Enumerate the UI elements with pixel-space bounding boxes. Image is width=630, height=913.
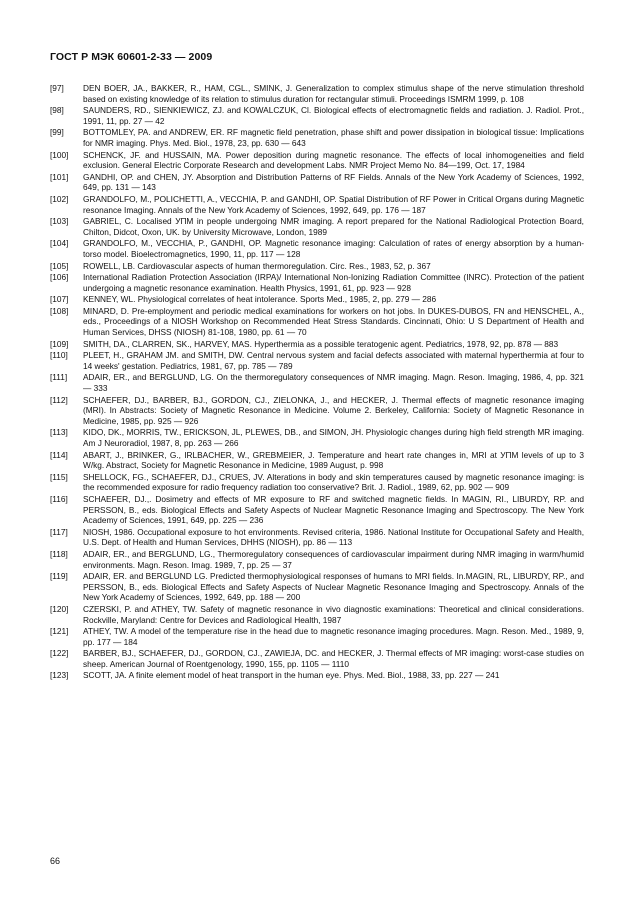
- reference-item: [50, 306, 584, 338]
- reference-number: [115]: [50, 471, 68, 482]
- reference-item: [50, 648, 584, 669]
- reference-text: ADAIR, ER., and BERGLUND, LG., Thermoregulatory consequences of cardiovascular impairment during NMR imaging in warm/humid environments. Magn. Reson. Imag. 1989, 7, pp. 25 — 37: [83, 548, 584, 570]
- reference-number: [98]: [50, 105, 64, 116]
- reference-number: [122]: [50, 648, 69, 659]
- reference-text: SCHENCK, JF. and HUSSAIN, MA. Power deposition during magnetic resonance. The effects of local inhomogeneities and field exclusion. General Electric Corporate Research and development Labs. NMR Project Memo No. 84—199, Oct. 17, 1984: [83, 149, 584, 171]
- reference-text: BARBER, BJ., SCHAEFER, DJ., GORDON, CJ., ZAWIEJA, DC. and HECKER, J. Thermal effects of MR imaging: worst-case studies on sheep. American Journal of Roentgenology, 1990, 155, pp. 1105 — 1110: [83, 648, 584, 669]
- reference-text: NIOSH, 1986. Occupational exposure to hot environments. Revised criteria, 1986. National Institute for Occupational Safety and Health, U.S. Dept. of Health and Human Services, DHHS (NIOSH), pp. 86 — 113: [83, 526, 584, 548]
- reference-item: [50, 294, 584, 305]
- reference-item: [50, 272, 584, 293]
- reference-number: [117]: [50, 526, 68, 537]
- reference-number: [112]: [50, 394, 68, 405]
- reference-text: KIDO, DK., MORRIS, TW., ERICKSON, JL, PLEWES, DB., and SIMON, JH. Physiologic changes during high field strength MR imaging. Am J Neuroradiol, 1987, 8, pp. 263 — 266: [83, 427, 584, 448]
- reference-item: [50, 350, 584, 371]
- reference-text: GRANDOLFO, M., VECCHIA, P., GANDHI, OP. Magnetic resonance imaging: Calculation of rates of energy absorption by a human-torso model. Bioelectromagnetics, 1990, 11, pp. 117 — 128: [83, 238, 584, 259]
- reference-item: [50, 670, 584, 681]
- reference-number: [113]: [50, 427, 68, 438]
- reference-number: [108]: [50, 305, 69, 316]
- reference-number: [104]: [50, 238, 69, 249]
- reference-text: SHELLOCK, FG., SCHAEFER, DJ., CRUES, JV. Alterations in body and skin temperatures caused by magnetic resonance imaging: is the recommended exposure for radio frequency radiation too conservative? Brit. J. Radiol., 1989, 62, pp. 902 — 909: [83, 471, 584, 493]
- reference-number: [97]: [50, 83, 64, 93]
- reference-number: [123]: [50, 670, 69, 681]
- reference-item: [50, 150, 584, 171]
- reference-item: [50, 472, 584, 493]
- reference-number: [105]: [50, 260, 69, 271]
- reference-item: [50, 339, 584, 350]
- reference-text: ADAIR, ER. and BERGLUND LG. Predicted thermophysiological responses of humans to MRI fields. In.MAGIN, RL, LIBURDY, RP., and PERSSON, B., eds. Biological Effects and Safety Aspects of Nuclear Magnetic Resonance Imaging and Spectroscopy. Annals of the New York Academy of Sciences, 1992, 649, pp. 188 — 200: [83, 571, 584, 603]
- reference-list: [50, 83, 584, 682]
- reference-number: [107]: [50, 294, 69, 305]
- reference-text: ATHEY, TW. A model of the temperature rise in the head due to magnetic resonance imaging procedures. Magn. Reson. Med., 1989, 9, pp. 177 — 184: [83, 626, 584, 647]
- reference-text: SMITH, DA., CLARREN, SK., HARVEY, MAS. Hyperthermia as a possible teratogenic agent. Pediatrics, 1978, 92, pp. 878 — 883: [83, 338, 559, 349]
- reference-item: [50, 450, 584, 471]
- reference-text: ABART, J., BRINKER, G., IRLBACHER, W., GREBMEIER, J. Temperature and heart rate changes in, MRI at УПМ levels of up to 3 W/kg. Abstract, Society for Magnetic Resonance in Medicine, 1989 August, p. 998: [83, 449, 584, 471]
- reference-text: ROWELL, LB. Cardiovascular aspects of human thermoregulation. Circ. Res., 1983, 52, p. 367: [83, 260, 431, 271]
- reference-number: [120]: [50, 603, 69, 614]
- reference-item: [50, 216, 584, 237]
- reference-number: [116]: [50, 493, 68, 504]
- reference-number: [102]: [50, 193, 69, 204]
- reference-text: CZERSKI, P. and ATHEY, TW. Safety of magnetic resonance in vivo diagnostic examinations: Theoretical and clinical considerations. Rockville, Maryland: Centre for Devices and Radiological Health, 1987: [83, 603, 584, 625]
- reference-number: [111]: [50, 372, 68, 383]
- page-number: 66: [50, 856, 61, 866]
- reference-item: [50, 427, 584, 448]
- reference-item: [50, 395, 584, 427]
- reference-item: [50, 604, 584, 625]
- reference-text: SCOTT, JA. A finite element model of heat transport in the human eye. Phys. Med. Biol., 1988, 33, pp. 227 — 241: [83, 670, 500, 681]
- reference-number: [109]: [50, 338, 69, 349]
- reference-number: [100]: [50, 149, 69, 160]
- reference-text: SCHAEFER, DJ.,. Dosimetry and effects of MR exposure to RF and switched magnetic fields. In MAGIN, RI., LIBURDY, RP. and PERSSON, B., eds. Biological Effects and Safety Aspects of Nuclear Magnetic Resonance Imaging and Spectroscopy. The New York Academy of Sciences, 1991, 649, pp. 225 — 236: [83, 493, 584, 526]
- reference-text: DEN BOER, JA., BAKKER, R., HAM, CGL., SMINK, J. Generalization to complex stimulus shape of the nerve stimulation threshold based on existing knowledge of its relation to stimulus duration for rectangular stimuli. Proceedings ISMRM 1999, p. 108: [83, 83, 584, 104]
- reference-number: [114]: [50, 449, 68, 460]
- reference-text: GANDHI, OP. and CHEN, JY. Absorption and Distribution Patterns of RF Fields. Annals of the New York Academy of Sciences, 1992, 649, pp. 131 — 143: [83, 171, 584, 193]
- reference-item: [50, 571, 584, 603]
- reference-number: [110]: [50, 350, 68, 361]
- reference-number: [101]: [50, 171, 69, 182]
- reference-item: [50, 549, 584, 570]
- reference-item: [50, 626, 584, 647]
- reference-item: [50, 527, 584, 548]
- reference-text: PLEET, H., GRAHAM JM. and SMITH, DW. Central nervous system and facial defects associated with maternal hyperthermia at four to 14 weeks' gestation. Pediatrics, 1981, 67, pp. 785 — 789: [83, 350, 584, 371]
- reference-text: SAUNDERS, RD., SIENKIEWICZ, ZJ. and KOWALCZUK, Cl. Biological effects of electromagnetic fields and radiation. J. Radiol. Prot., 1991, 11, pp. 27 — 42: [83, 105, 584, 126]
- reference-number: [106]: [50, 272, 69, 283]
- reference-item: [50, 238, 584, 259]
- reference-item: [50, 105, 584, 126]
- reference-item: [50, 494, 584, 526]
- reference-item: [50, 83, 584, 104]
- reference-text: MINARD, D. Pre-employment and periodic medical examinations for workers on hot jobs. In DUKES-DUBOS, FN and HENSCHEL, A., eds., Proceedings of a NIOSH Workshop on Recommended Heat Stress Standards. Cincinnati, Ohio: U S Department of Health and Human Services, DHSS (NIOSH) 81-108, 1980, pp. 61 — 70: [83, 305, 584, 338]
- reference-text: GABRIEL, C. Localised УПМ in people undergoing NMR imaging. A report prepared for the National Radiological Protection Board, Chilton, Didcot, Oxon, UK. by University Microwave, London, 1989: [83, 216, 584, 237]
- reference-number: [99]: [50, 127, 64, 138]
- reference-text: ADAIR, ER., and BERGLUND, LG. On the thermoregulatory consequences of NMR imaging. Magn. Reson. Imaging, 1986, 4, pp. 321 — 333: [83, 372, 584, 394]
- reference-text: SCHAEFER, DJ., BARBER, BJ., GORDON, CJ., ZIELONKA, J., and HECKER, J. Thermal effects of magnetic resonance imaging (MRI). In Abstracts: Society of Magnetic Resonance in Medicine. Volume 2. Berkeley, California: Society of Magnetic Resonance in Medicine, 1985, pp. 925 — 926: [83, 394, 584, 426]
- reference-text: International Radiation Protection Association (IRPA)/ International Non-Ionizing Radiation Committee (INRC). Protection of the patient undergoing a magnetic resonance examination. Health Physics, 1991, 61, pp. 923 — 928: [83, 272, 584, 293]
- reference-number: [121]: [50, 626, 69, 637]
- document-header: ГОСТ Р МЭК 60601-2-33 — 2009: [50, 51, 213, 63]
- reference-item: [50, 261, 584, 272]
- reference-number: [103]: [50, 216, 69, 227]
- reference-number: [119]: [50, 571, 68, 582]
- reference-text: BOTTOMLEY, PA. and ANDREW, ER. RF magnetic field penetration, phase shift and power dissipation in biological tissue: Implications for NMR imaging. Phys. Med. Biol., 1978, 23, pp. 630 — 643: [83, 127, 584, 148]
- reference-text: GRANDOLFO, M., POLICHETTI, A., VECCHIA, P. and GANDHI, OP. Spatial Distribution of RF Power in Critical Organs during Magnetic resonance Imaging. Annals of the New York Academy of Sciences, 1992, 649, pp. 176 — 187: [83, 193, 584, 215]
- reference-item: [50, 194, 584, 215]
- reference-item: [50, 127, 584, 148]
- reference-number: [118]: [50, 548, 68, 559]
- reference-text: KENNEY, WL. Physiological correlates of heat intolerance. Sports Med., 1985, 2, pp. 279 — 286: [83, 294, 437, 305]
- reference-item: [50, 172, 584, 193]
- reference-item: [50, 372, 584, 393]
